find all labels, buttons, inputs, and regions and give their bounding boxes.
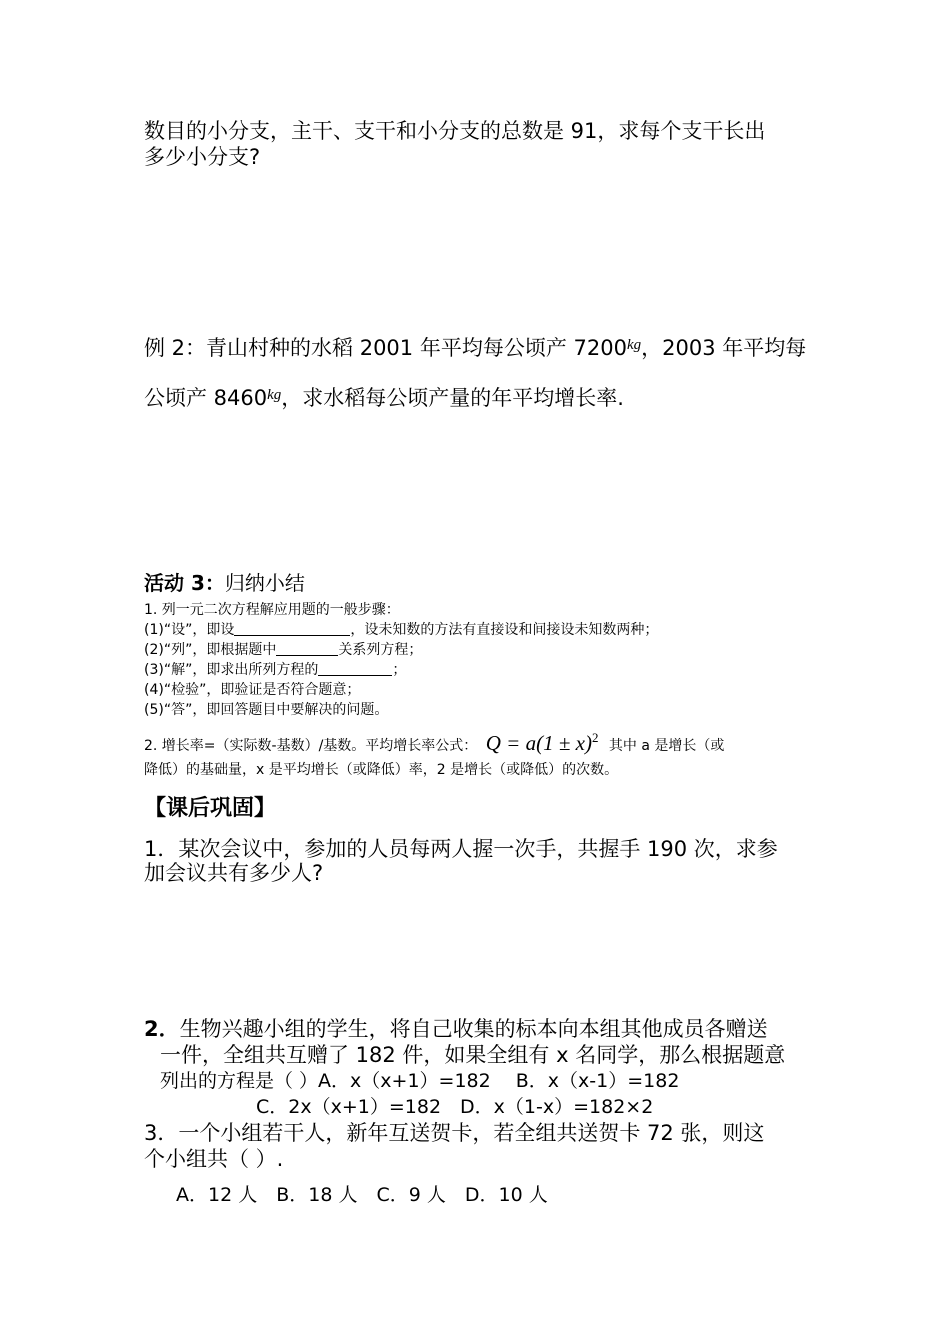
fill-blank xyxy=(318,661,392,676)
example-2-line-1 xyxy=(144,332,806,361)
formula-body: Q = a(1 ± x) xyxy=(485,731,592,755)
step-3 xyxy=(144,660,406,680)
activity-3-label: 活动 3： xyxy=(144,571,225,595)
problem-2-line-2: 一件，全组共互赠了 182 件，如果全组有 x 名同学，那么根据题意 xyxy=(160,1043,786,1067)
problem-3-options: A．12 人 B．18 人 C．9 人 D．10 人 xyxy=(176,1184,548,1206)
steps-header: 1. 列一元二次方程解应用题的一般步骤： xyxy=(144,602,400,618)
unit-kg: kg xyxy=(626,337,642,353)
step-2-text: 关系列方程； xyxy=(338,642,423,658)
fill-blank xyxy=(276,641,338,656)
step-2 xyxy=(144,640,422,660)
problem-3-line-1: 3．一个小组若干人，新年互送贺卡，若全组共送贺卡 72 张，则这 xyxy=(144,1121,765,1145)
example-2-text: ，2003 年平均每 xyxy=(641,336,807,360)
step-1 xyxy=(144,620,658,640)
growth-formula xyxy=(486,731,599,755)
problem-2-line-4: C．2x（x+1）=182 D．x（1-x）=182×2 xyxy=(256,1096,654,1118)
step-1-text: (1)“设”，即设 xyxy=(144,622,235,638)
growth-rate-line-1 xyxy=(144,726,724,758)
problem-1-line-1: 1．某次会议中，参加的人员每两人握一次手，共握手 190 次，求参 xyxy=(144,837,778,861)
growth-rate-line-2: 降低）的基础量，x 是平均增长（或降低）率，2 是增长（或降低）的次数。 xyxy=(144,762,619,778)
problem-text-line: 数目的小分支，主干、支干和小分支的总数是 91，求每个支干长出 xyxy=(144,119,766,143)
problem-2-text: 生物兴趣小组的学生，将自己收集的标本向本组其他成员各赠送 xyxy=(179,1017,768,1041)
example-2-text: 例 2：青山村种的水稻 2001 年平均每公顷产 7200 xyxy=(144,336,627,360)
problem-2-line-3: 列出的方程是（ ）A．x（x+1）=182 B．x（x-1）=182 xyxy=(160,1070,680,1092)
step-1-text: ，设未知数的方法有直接设和间接设未知数两种； xyxy=(350,622,659,638)
problem-2-number: 2． xyxy=(144,1017,180,1041)
section-header: 【课后巩固】 xyxy=(144,796,277,821)
example-2-line-2 xyxy=(144,382,624,411)
problem-text-line: 多少小分支? xyxy=(144,145,261,169)
problem-1-line-2: 加会议共有多少人? xyxy=(144,861,324,885)
problem-3-line-2: 个小组共（ ）. xyxy=(144,1147,284,1171)
problem-2-line-1 xyxy=(144,1016,768,1042)
step-2-text: (2)“列”，即根据题中 xyxy=(144,642,277,658)
activity-3-subtitle: 归纳小结 xyxy=(224,571,305,595)
step-4: (4)“检验”，即验证是否符合题意； xyxy=(144,682,361,698)
step-3-text: ； xyxy=(392,662,407,678)
growth-rate-text: 2. 增长率=（实际数-基数）/基数。平均增长率公式： xyxy=(144,738,478,754)
activity-3-title xyxy=(144,570,305,596)
unit-kg: kg xyxy=(267,387,282,403)
example-2-text: ，求水稻每公顷产量的年平均增长率. xyxy=(281,386,624,410)
growth-rate-text: 其中 a 是增长（或 xyxy=(608,738,725,754)
example-2-text: 公顷产 8460 xyxy=(144,386,268,410)
step-3-text: (3)“解”，即求出所列方程的 xyxy=(144,662,319,678)
step-5: (5)“答”，即回答题目中要解决的问题。 xyxy=(144,702,389,718)
fill-blank xyxy=(234,621,350,636)
formula-exponent: 2 xyxy=(591,730,599,745)
